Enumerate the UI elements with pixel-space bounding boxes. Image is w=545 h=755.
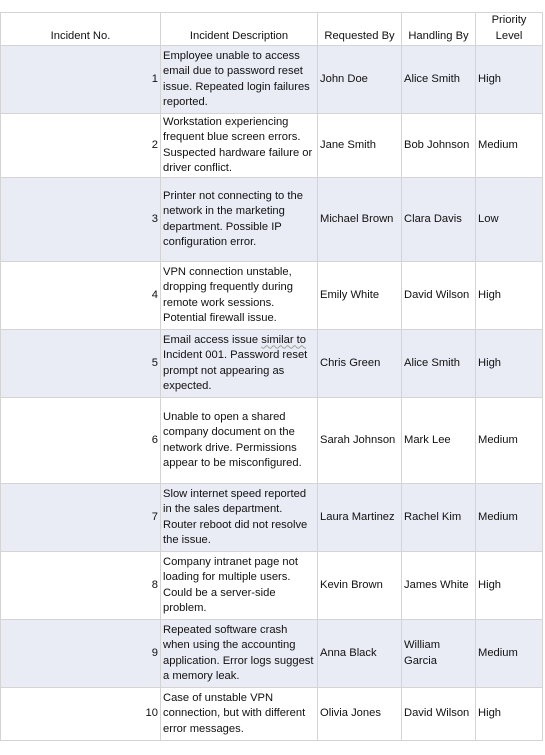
cell-handling-by[interactable]: Bob Johnson — [402, 114, 476, 178]
cell-requested-by[interactable]: John Doe — [318, 46, 402, 114]
table-row — [1, 552, 543, 620]
cell-priority[interactable]: Medium — [476, 620, 543, 688]
cell-priority[interactable]: Medium — [476, 114, 543, 178]
incident-sheet — [0, 12, 545, 741]
cell-description[interactable]: Unable to open a shared company document on the network drive. Permissions appear to be misconfigured. — [161, 398, 318, 484]
cell-incident-no[interactable]: 10 — [1, 688, 161, 741]
cell-handling-by[interactable]: Clara Davis — [402, 178, 476, 262]
description-text: Email access issue — [163, 333, 262, 346]
cell-requested-by[interactable]: Michael Brown — [318, 178, 402, 262]
cell-incident-no[interactable]: 9 — [1, 620, 161, 688]
cell-description[interactable]: Company intranet page not loading for multiple users. Could be a server-side problem. — [161, 552, 318, 620]
cell-handling-by[interactable]: David Wilson — [402, 262, 476, 330]
cell-incident-no[interactable]: 5 — [1, 330, 161, 398]
cell-incident-no[interactable]: 2 — [1, 114, 161, 178]
cell-description[interactable]: Employee unable to access email due to password reset issue. Repeated login failures reported. — [161, 46, 318, 114]
cell-handling-by[interactable]: Mark Lee — [402, 398, 476, 484]
cell-priority[interactable]: Medium — [476, 398, 543, 484]
description-text: Incident 001. Password reset prompt not appearing as expected. — [163, 349, 308, 392]
cell-incident-no[interactable]: 7 — [1, 484, 161, 552]
table-row — [1, 688, 543, 741]
cell-incident-no[interactable]: 3 — [1, 178, 161, 262]
cell-incident-no[interactable]: 4 — [1, 262, 161, 330]
cell-description[interactable] — [161, 330, 318, 398]
cell-requested-by[interactable]: Olivia Jones — [318, 688, 402, 741]
cell-requested-by[interactable]: Emily White — [318, 262, 402, 330]
cell-requested-by[interactable]: Jane Smith — [318, 114, 402, 178]
header-priority-level[interactable]: Priority Level — [476, 13, 543, 46]
spellcheck-flagged-text: similar to — [261, 333, 307, 346]
cell-description[interactable]: Workstation experiencing frequent blue screen errors. Suspected hardware failure or driver conflict. — [161, 114, 318, 178]
table-row — [1, 620, 543, 688]
cell-requested-by[interactable]: Laura Martinez — [318, 484, 402, 552]
cell-description[interactable]: Repeated software crash when using the accounting application. Error logs suggest a memory leak. — [161, 620, 318, 688]
cell-handling-by[interactable]: David Wilson — [402, 688, 476, 741]
cell-priority[interactable]: Low — [476, 178, 543, 262]
table-row — [1, 178, 543, 262]
cell-priority[interactable]: High — [476, 262, 543, 330]
cell-requested-by[interactable]: Chris Green — [318, 330, 402, 398]
incident-table — [0, 12, 543, 741]
cell-requested-by[interactable]: Kevin Brown — [318, 552, 402, 620]
header-incident-no[interactable]: Incident No. — [1, 13, 161, 46]
cell-priority[interactable]: High — [476, 688, 543, 741]
cell-priority[interactable]: Medium — [476, 484, 543, 552]
cell-incident-no[interactable]: 1 — [1, 46, 161, 114]
cell-requested-by[interactable]: Anna Black — [318, 620, 402, 688]
header-handling-by[interactable]: Handling By — [402, 13, 476, 46]
cell-description[interactable]: Printer not connecting to the network in the marketing department. Possible IP configuration error. — [161, 178, 318, 262]
cell-description[interactable]: Slow internet speed reported in the sales department. Router reboot did not resolve the issue. — [161, 484, 318, 552]
cell-handling-by[interactable]: Alice Smith — [402, 330, 476, 398]
cell-handling-by[interactable]: Alice Smith — [402, 46, 476, 114]
table-row — [1, 46, 543, 114]
cell-requested-by[interactable]: Sarah Johnson — [318, 398, 402, 484]
table-row — [1, 484, 543, 552]
cell-description[interactable]: Case of unstable VPN connection, but with different error messages. — [161, 688, 318, 741]
cell-incident-no[interactable]: 8 — [1, 552, 161, 620]
header-row — [1, 13, 543, 46]
table-row — [1, 330, 543, 398]
cell-handling-by[interactable]: William Garcia — [402, 620, 476, 688]
header-incident-description[interactable]: Incident Description — [161, 13, 318, 46]
cell-priority[interactable]: High — [476, 330, 543, 398]
table-row — [1, 262, 543, 330]
cell-incident-no[interactable]: 6 — [1, 398, 161, 484]
header-requested-by[interactable]: Requested By — [318, 13, 402, 46]
table-row — [1, 398, 543, 484]
cell-handling-by[interactable]: James White — [402, 552, 476, 620]
cell-handling-by[interactable]: Rachel Kim — [402, 484, 476, 552]
table-row — [1, 114, 543, 178]
cell-description[interactable]: VPN connection unstable, dropping frequently during remote work sessions. Potential firewall issue. — [161, 262, 318, 330]
cell-priority[interactable]: High — [476, 46, 543, 114]
cell-priority[interactable]: High — [476, 552, 543, 620]
